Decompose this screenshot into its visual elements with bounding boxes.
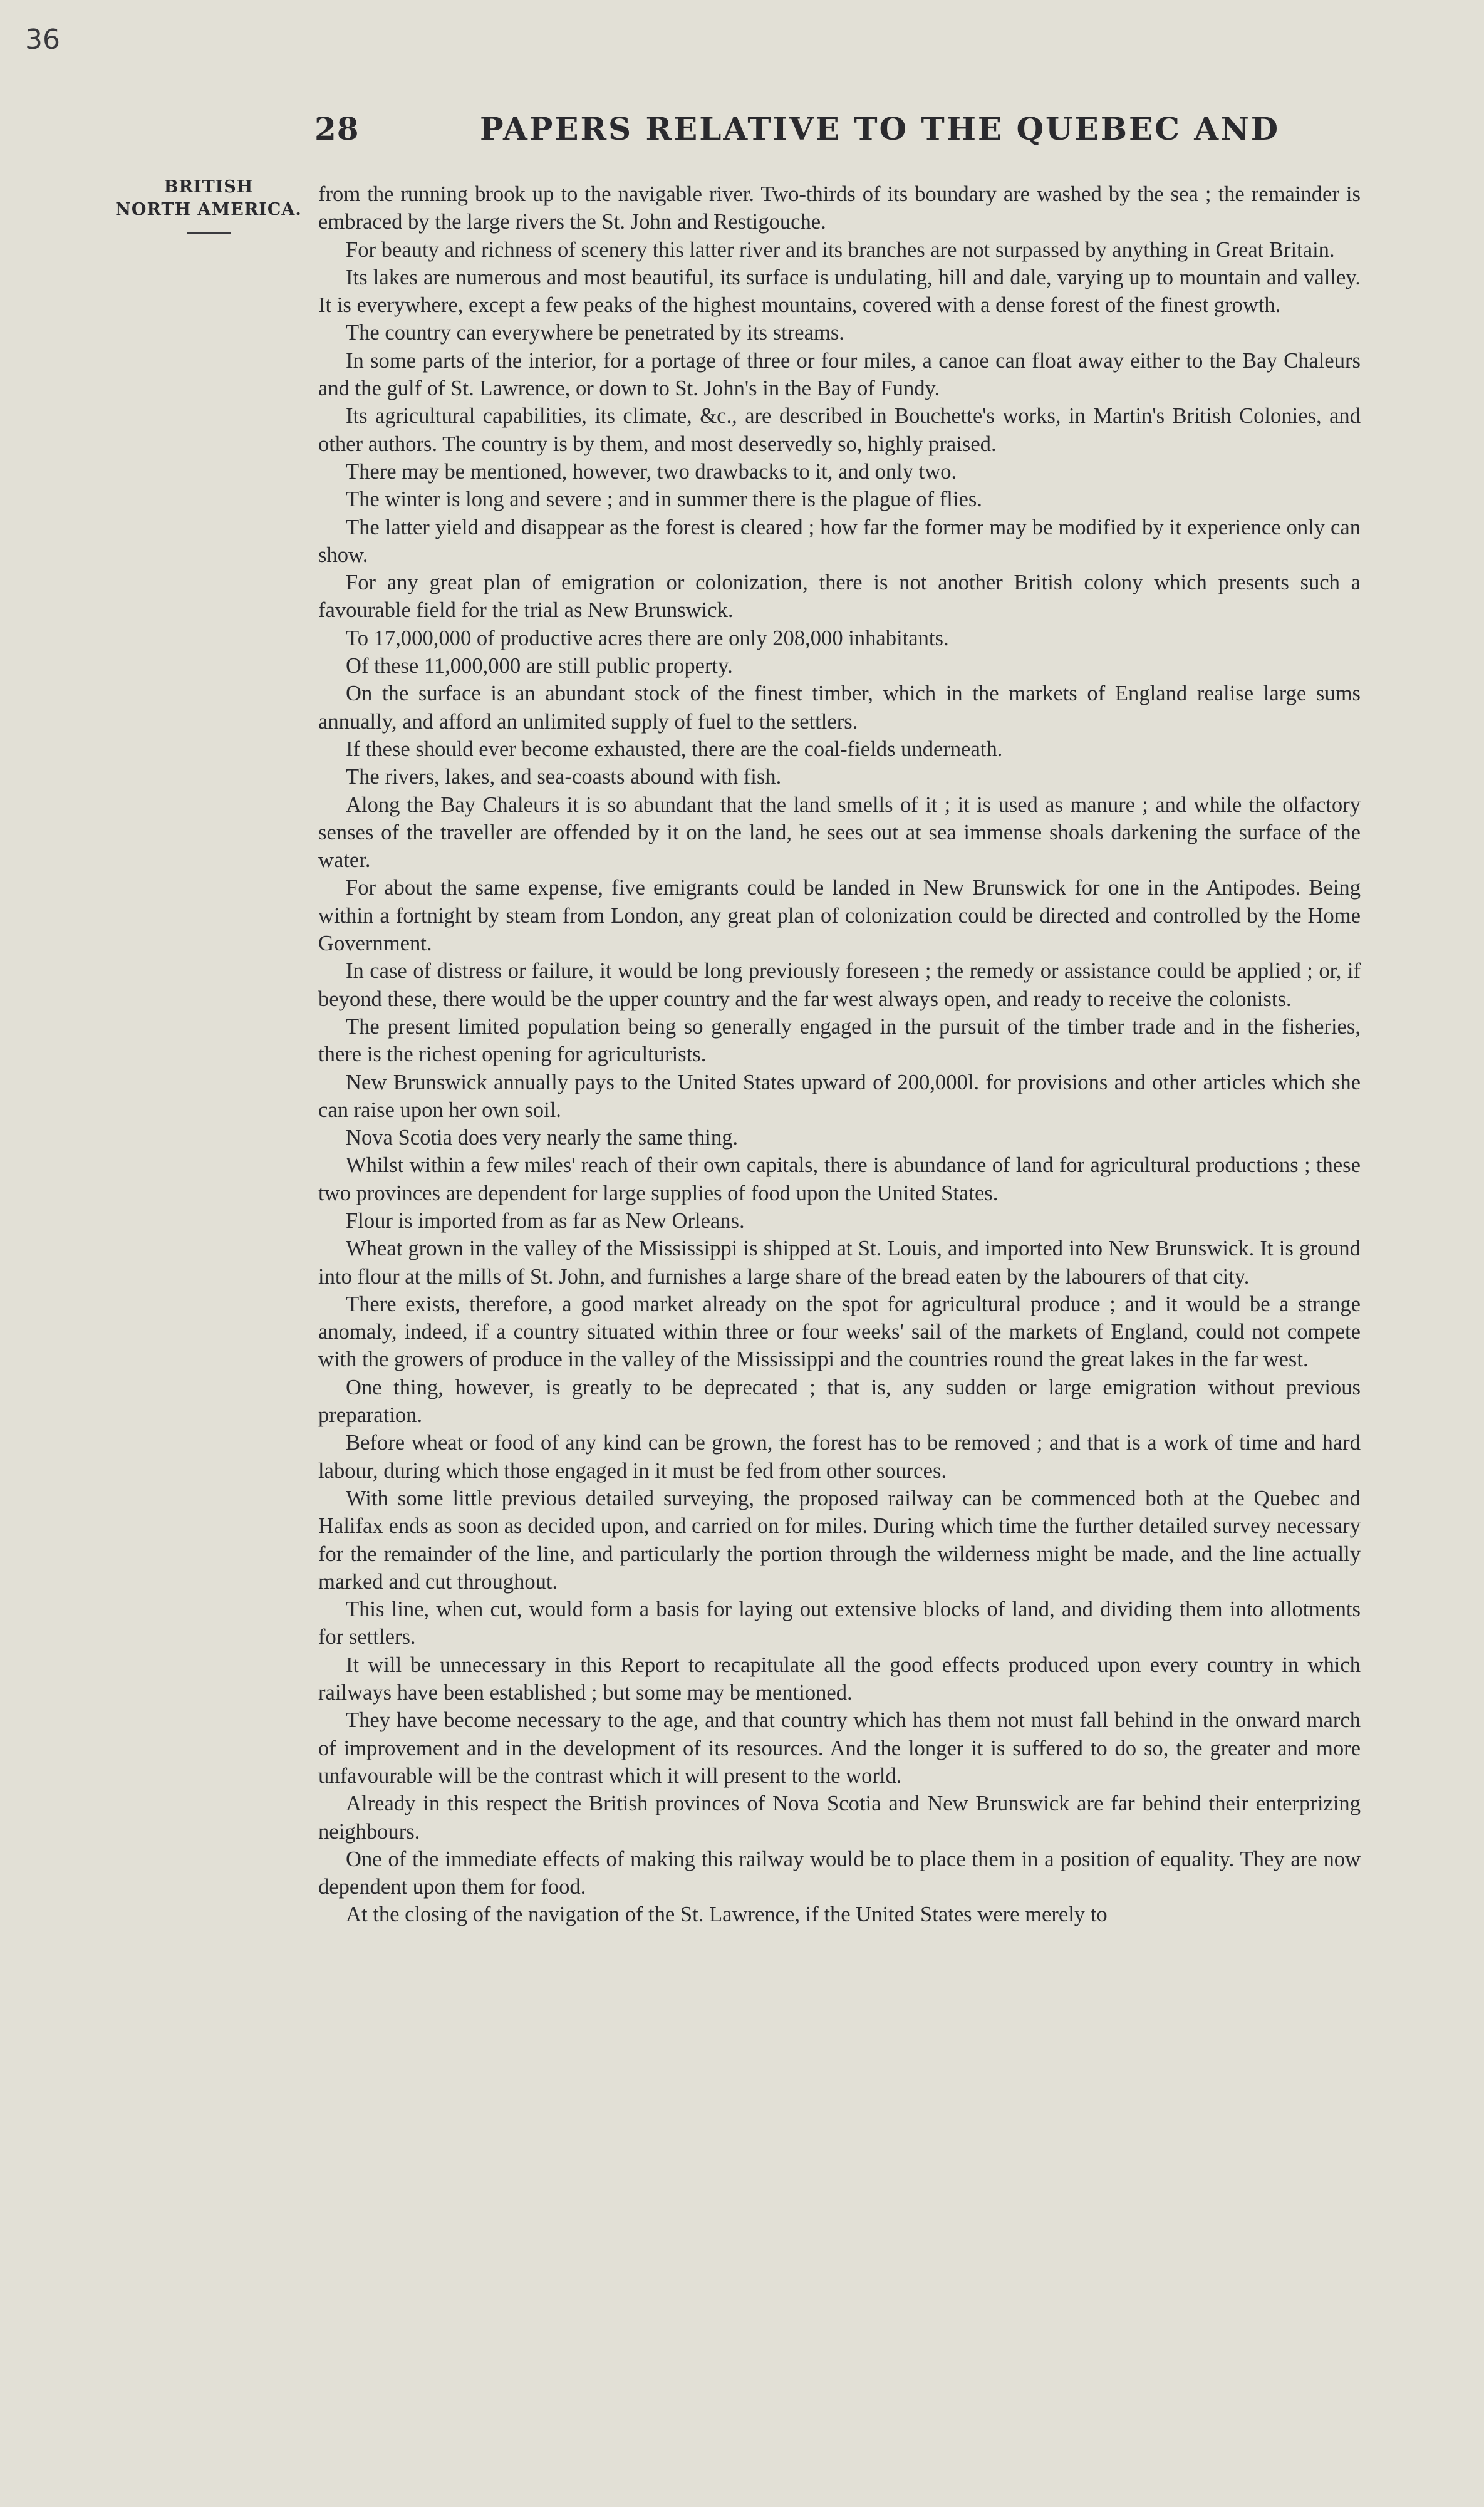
scan-page-number: 36 [25, 24, 60, 56]
paragraph: Before wheat or food of any kind can be grown, the forest has to be removed ; and that is a work of time and hard labour, during which those engaged in it must be fed from other sources. [318, 1431, 1361, 1483]
running-head-title: PAPERS RELATIVE TO THE QUEBEC AND [480, 110, 1280, 147]
paragraph: The country can everywhere be penetrated by its streams. [346, 321, 844, 345]
margin-note-rule [187, 232, 231, 234]
paragraph: Its agricultural capabilities, its climate, &c., are described in Bouchette's works, in Martin's British Colonies, and other authors. The country is by them, and most deservedly so, highly praised. [318, 404, 1361, 456]
paragraph: They have become necessary to the age, and that country which has them not must fall behind in the onward march of improvement and in the development of its resources. And the longer it is suffered to do so, the greater and more unfavourable will be the contrast which it will present to the world. [318, 1708, 1361, 1788]
paragraph: In some parts of the interior, for a portage of three or four miles, a canoe can float away either to the Bay Chaleurs and the gulf of St. Lawrence, or down to St. John's in the Bay of Fundy. [318, 348, 1361, 401]
paragraph: from the running brook up to the navigable river. Two-thirds of its boundary are washed by the sea ; the remainder is embraced by the large rivers the St. John and Restigouche. [318, 182, 1361, 234]
paragraph: New Brunswick annually pays to the United States upward of 200,000l. for provisions and other articles which she can raise upon her own soil. [318, 1070, 1361, 1122]
paragraph: The winter is long and severe ; and in summer there is the plague of flies. [346, 487, 982, 512]
paragraph: With some little previous detailed surveying, the proposed railway can be commenced both at the Quebec and Halifax ends as soon as decided upon, and carried on for miles. During which time the further detailed survey necessary for the remainder of the line, and particularly the portion through the wilderness might be made, and the line actually marked and cut throughout. [318, 1486, 1361, 1594]
body-text [318, 180, 1361, 1929]
paragraph: Of these 11,000,000 are still public property. [346, 654, 733, 678]
paragraph: The rivers, lakes, and sea-coasts abound with fish. [346, 765, 782, 789]
paragraph: On the surface is an abundant stock of the finest timber, which in the markets of England realise large sums annually, and afford an unlimited supply of fuel to the settlers. [318, 682, 1361, 734]
paragraph: One of the immediate effects of making this railway would be to place them in a position of equality. They are now dependent upon them for food. [318, 1847, 1361, 1899]
paragraph: The latter yield and disappear as the forest is cleared ; how far the former may be modified by it experience only can show. [318, 515, 1361, 567]
paragraph: There exists, therefore, a good market already on the spot for agricultural produce ; and it would be a strange anomaly, indeed, if a country situated within three or four weeks' sail of the markets of England, could not compete with the growers of produce in the valley of the Mississippi and the countries round the great lakes in the far west. [318, 1292, 1361, 1372]
paragraph: For about the same expense, five emigrants could be landed in New Brunswick for one in the Antipodes. Being within a fortnight by steam from London, any great plan of colonization could be directed and controlled by the Home Government. [318, 876, 1361, 956]
paragraph: Along the Bay Chaleurs it is so abundant that the land smells of it ; it is used as manure ; and while the olfactory senses of the traveller are offended by it on the land, he sees out at sea immense shoals darkening the surface of the water. [318, 792, 1361, 873]
paragraph: Its lakes are numerous and most beautiful, its surface is undulating, hill and dale, varying up to mountain and valley. It is everywhere, except a few peaks of the highest mountains, covered with a dense forest of the finest growth. [318, 265, 1361, 318]
margin-note [105, 176, 312, 234]
margin-note-line: BRITISH [163, 177, 254, 197]
paragraph: This line, when cut, would form a basis for laying out extensive blocks of land, and dividing them into allotments for settlers. [318, 1597, 1361, 1649]
paragraph: It will be unnecessary in this Report to recapitulate all the good effects produced upon every country in which railways have been established ; but some may be mentioned. [318, 1653, 1361, 1705]
paragraph: Flour is imported from as far as New Orleans. [346, 1208, 745, 1233]
paragraph: Wheat grown in the valley of the Mississippi is shipped at St. Louis, and imported into New Brunswick. It is ground into flour at the mills of St. John, and furnishes a large share of the bread eaten by the labourers of that city. [318, 1237, 1361, 1289]
paragraph: To 17,000,000 of productive acres there are only 208,000 inhabitants. [346, 626, 949, 650]
paragraph: Nova Scotia does very nearly the same thing. [346, 1126, 739, 1150]
page-number: 28 [314, 110, 360, 147]
paragraph: At the closing of the navigation of the St. Lawrence, if the United States were merely to [346, 1902, 1108, 1927]
paragraph: For any great plan of emigration or colonization, there is not another British colony which presents such a favourable field for the trial as New Brunswick. [318, 571, 1361, 623]
paragraph: There may be mentioned, however, two drawbacks to it, and only two. [346, 459, 957, 484]
paragraph: One thing, however, is greatly to be deprecated ; that is, any sudden or large emigration without previous preparation. [318, 1375, 1361, 1428]
paragraph: Already in this respect the British provinces of Nova Scotia and New Brunswick are far behind their enterprizing neighbours. [318, 1792, 1361, 1844]
paragraph: Whilst within a few miles' reach of their own capitals, there is abundance of land for agricultural productions ; these two provinces are dependent for large supplies of food upon the United States. [318, 1153, 1361, 1205]
paragraph: In case of distress or failure, it would be long previously foreseen ; the remedy or assistance could be applied ; or, if beyond these, there would be the upper country and the far west always open, and ready to receive the colonists. [318, 959, 1361, 1011]
paragraph: If these should ever become exhausted, there are the coal-fields underneath. [346, 737, 1003, 761]
paragraph: The present limited population being so generally engaged in the pursuit of the timber trade and in the fisheries, there is the richest opening for agriculturists. [318, 1014, 1361, 1067]
margin-note-line: NORTH AMERICA. [115, 200, 302, 219]
paragraph: For beauty and richness of scenery this latter river and its branches are not surpassed by anything in Great Britain. [346, 237, 1335, 262]
